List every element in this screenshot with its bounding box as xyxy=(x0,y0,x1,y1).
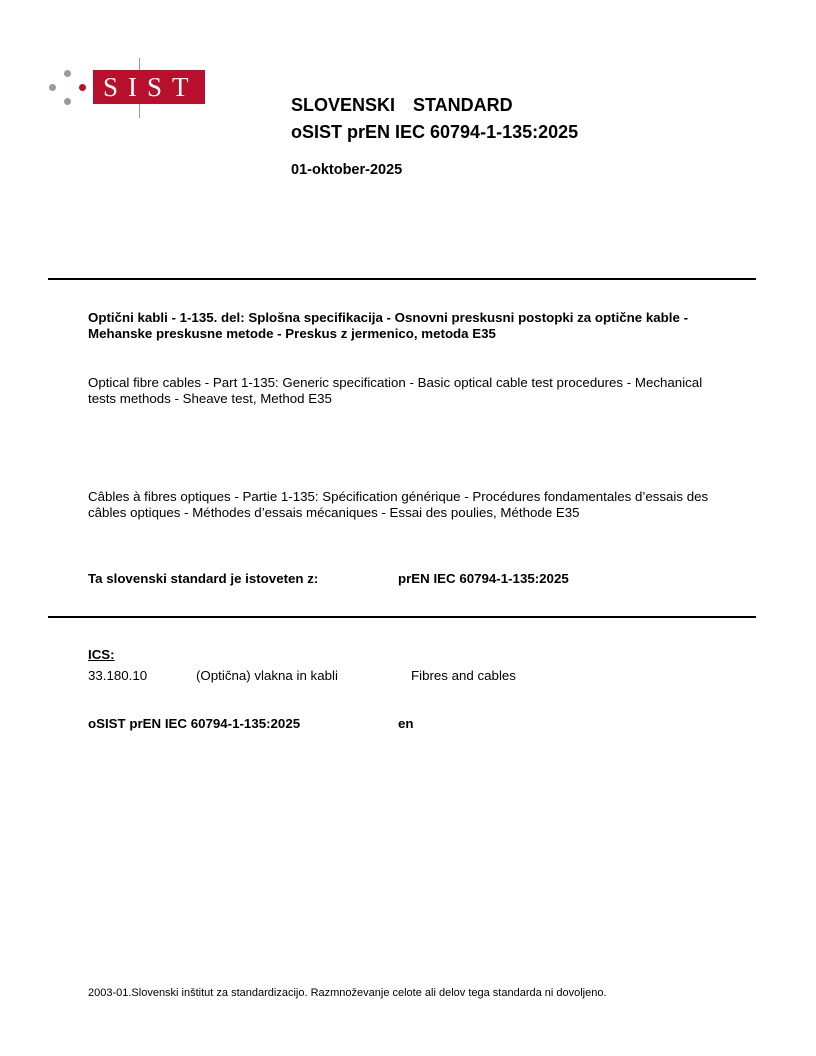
sist-logo xyxy=(46,58,206,120)
logo-dot xyxy=(64,98,71,105)
logo-dot xyxy=(49,84,56,91)
title-english: Optical fibre cables - Part 1-135: Generic specification - Basic optical cable test procedures - Mechanical tests methods - Sheave test, Method E35 xyxy=(88,375,703,406)
standard-kind: SLOVENSKI STANDARD xyxy=(291,95,513,115)
ics-heading: ICS: xyxy=(88,647,115,662)
standard-code: oSIST prEN IEC 60794-1-135:2025 xyxy=(291,122,579,142)
logo-dot-red xyxy=(79,84,86,91)
identical-value: prEN IEC 60794-1-135:2025 xyxy=(398,571,569,586)
divider-bottom xyxy=(48,616,756,618)
publication-date: 01-oktober-2025 xyxy=(291,162,403,178)
identical-label: Ta slovenski standard je istoveten z: xyxy=(88,571,319,586)
document-language: en xyxy=(398,716,414,731)
document-code: oSIST prEN IEC 60794-1-135:2025 xyxy=(88,716,301,731)
ics-description-sl: (Optična) vlakna in kabli xyxy=(196,668,338,683)
title-slovenian: Optični kabli - 1-135. del: Splošna specifikacija - Osnovni preskusni postopki za optične kable - Mehanske preskusne metode - Preskus z jermenico, metoda E35 xyxy=(88,310,688,341)
divider-top xyxy=(48,278,756,280)
logo-wordmark: SIST xyxy=(93,70,205,104)
title-french: Câbles à fibres optiques - Partie 1-135: Spécification générique - Procédures fondamentales d’essais des câbles optiques - Méthodes d’essais mécaniques - Essai des poulies, Méthode E35 xyxy=(88,489,709,520)
logo-dot xyxy=(64,70,71,77)
ics-code: 33.180.10 xyxy=(88,668,148,683)
copyright-notice: 2003-01.Slovenski inštitut za standardizacijo. Razmnoževanje celote ali delov tega standarda ni dovoljeno. xyxy=(88,987,607,999)
ics-description-en: Fibres and cables xyxy=(411,668,516,683)
